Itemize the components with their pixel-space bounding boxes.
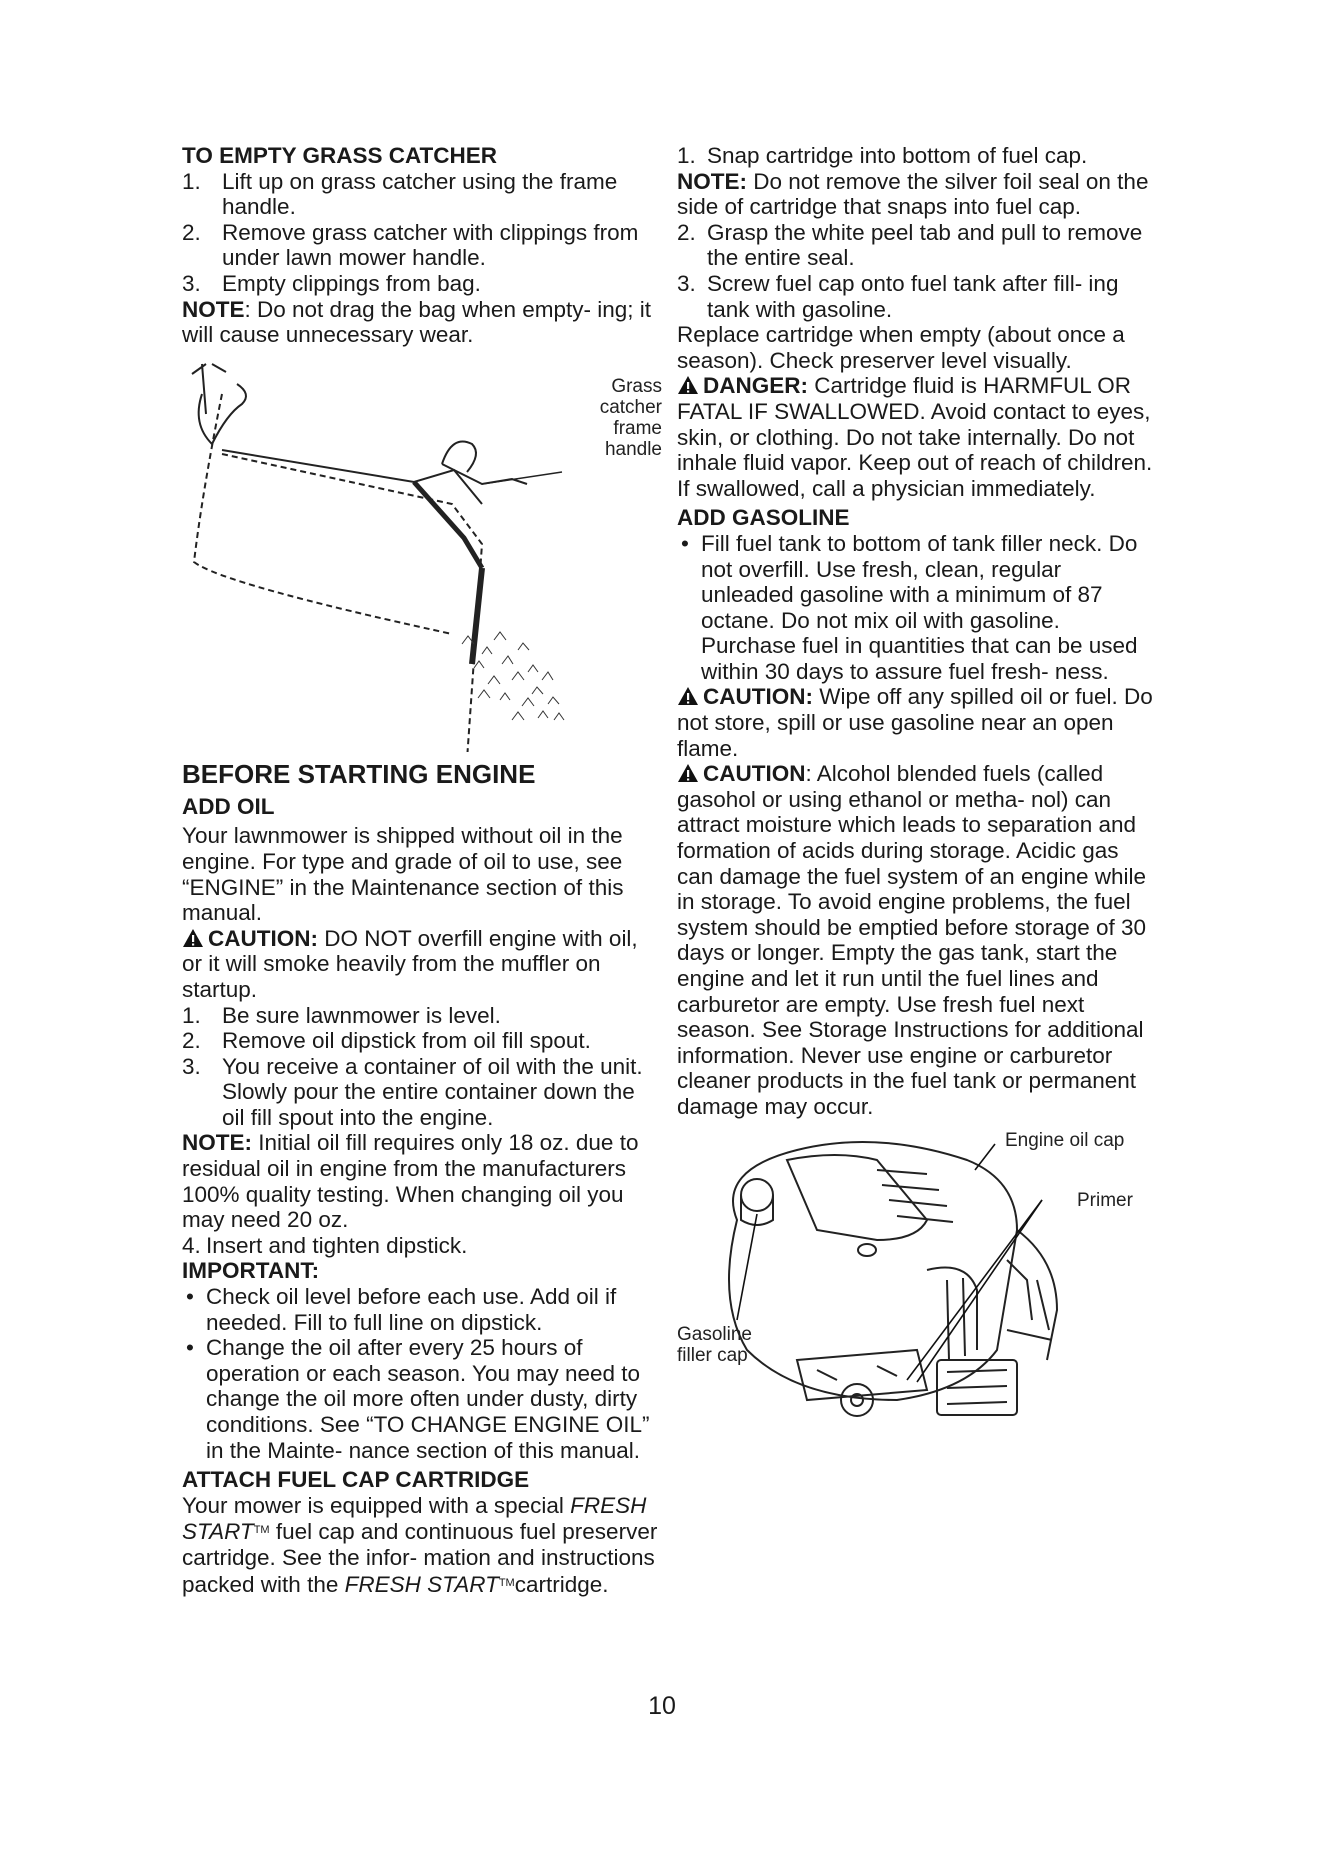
grass-catcher-figure — [182, 354, 662, 752]
step-text: Be sure lawnmower is level. — [222, 1002, 501, 1028]
page-number: 10 — [648, 1692, 676, 1720]
trademark: TM — [498, 1576, 515, 1589]
list-item — [182, 1054, 662, 1131]
list-item — [182, 1335, 662, 1463]
list-item — [677, 143, 1155, 169]
attach-fuel-cap-heading: ATTACH FUEL CAP CARTRIDGE — [182, 1467, 530, 1493]
cartridge-text: Your mower is equipped with a special — [182, 1492, 564, 1518]
list-item — [182, 1284, 662, 1335]
list-item — [182, 271, 662, 297]
caution-text: : Alcohol blended fuels (called gasohol or using ethanol or metha- nol) can attract moisture which leads to separation and formation of acids during storage. Acidic gas can damage the fuel system of an engine while in storage. To avoid engine problems, the fuel system should be emptied before storage of 30 days or longer. Empty the gas tank, start the engine and let it run until the fuel lines and carburetor are empty. Use fresh fuel next season. See Storage Instructions for additional information. Never use engine or carburetor cleaner products in the fuel tank or permanent damage may occur. — [677, 761, 1147, 1119]
right-column — [677, 143, 1155, 1466]
note-text: : Do not drag the bag when empty- ing; it will cause unnecessary wear. — [182, 296, 651, 348]
caution-label: CAUTION: — [208, 925, 318, 951]
list-item — [677, 220, 1155, 271]
bullet-text: Fill fuel tank to bottom of tank filler neck. Do not overfill. Use fresh, clean, regular unleaded gasoline with a minimum of 87 octane. Do not mix oil with gasoline. Purchase fuel in quantities that can be used within 30 days to assure fuel fresh- ness. — [701, 530, 1138, 684]
grass-catcher-frame-handle-label: Grass catcher frame handle — [599, 375, 662, 460]
step-number: 2. — [677, 219, 696, 245]
engine-oil-cap-label: Engine oil cap — [1005, 1129, 1125, 1151]
list-item — [677, 531, 1155, 685]
replace-cartridge-text: Replace cartridge when empty (about once a season). Check preserver level visually. — [677, 322, 1125, 373]
note-text: Initial oil fill requires only 18 oz. due to residual oil in engine from the manufacturers 100% quality testing. When changing oil you may need 20 oz. — [182, 1130, 639, 1233]
step-text: Grasp the white peel tab and pull to remove the entire seal. — [707, 219, 1143, 271]
note-text: Do not remove the silver foil seal on the side of cartridge that snaps into fuel cap. — [677, 168, 1149, 220]
step-number: 3. — [182, 270, 201, 296]
caution-spill — [677, 684, 1155, 761]
list-item — [182, 1003, 662, 1029]
cartridge-text: cartridge. — [514, 1571, 609, 1597]
caution-text: Wipe off any spilled oil or fuel. Do not store, spill or use gasoline near an open flame. — [677, 684, 1153, 761]
bullet-text: Check oil level before each use. Add oil if needed. Fill to full line on dipstick. — [206, 1284, 617, 1335]
caution-label: CAUTION — [703, 761, 806, 787]
step-text: Screw fuel cap onto fuel tank after fill- ing tank with gasoline. — [707, 270, 1119, 322]
step-number: 2. — [182, 219, 201, 245]
engine-illustration — [677, 1130, 1155, 1466]
empty-note — [182, 297, 662, 348]
danger-label: DANGER: — [703, 373, 808, 399]
bullet-icon: • — [186, 1335, 194, 1361]
step-number: 2. — [182, 1028, 201, 1054]
bullet-text: Change the oil after every 25 hours of operation or each season. You may need to change the oil more often under dusty, dirty conditions. See “TO CHANGE ENGINE OIL” in the Mainte- nance section of this manual. — [206, 1335, 650, 1463]
list-item — [182, 169, 662, 220]
step-text: You receive a container of oil with the unit. Slowly pour the entire container down the oil fill spout into the engine. — [222, 1053, 643, 1130]
before-starting-engine-heading: BEFORE STARTING ENGINE — [182, 758, 536, 789]
list-item — [182, 220, 662, 271]
add-oil-intro: Your lawnmower is shipped without oil in the engine. For type and grade of oil to use, see “ENGINE” in the Maintenance section of this manual. — [182, 823, 624, 926]
cap-note — [677, 169, 1155, 220]
left-column — [182, 143, 662, 1597]
step-number: 4. — [182, 1232, 201, 1258]
step-text: Snap cartridge into bottom of fuel cap. — [707, 143, 1088, 168]
danger-text: Cartridge fluid is HARMFUL OR FATAL IF SWALLOWED. Avoid contact to eyes, skin, or clothing. Do not take internally. Do not inhale fluid vapor. Keep out of reach of children. If swallowed, call a physician immediately. — [677, 373, 1153, 501]
empty-grass-catcher-heading: TO EMPTY GRASS CATCHER — [182, 143, 498, 168]
step-number: 3. — [677, 270, 696, 296]
bullet-icon: • — [186, 1284, 194, 1310]
warning-icon — [677, 763, 699, 783]
step-number: 1. — [182, 1002, 201, 1028]
gasoline-filler-cap-label: Gasoline filler cap — [677, 1323, 752, 1366]
warning-icon — [182, 928, 204, 948]
warning-icon — [677, 686, 699, 706]
brand-name: FRESH START — [344, 1571, 499, 1597]
caution-text: DO NOT overfill engine with oil, or it will smoke heavily from the muffler on startup. — [182, 925, 638, 1002]
important-label: IMPORTANT: — [182, 1258, 320, 1284]
note-label: NOTE — [182, 296, 245, 322]
engine-figure — [677, 1130, 1155, 1466]
trademark: TM — [253, 1524, 270, 1537]
cartridge-paragraph — [182, 1493, 662, 1597]
step-number: 1. — [182, 168, 201, 194]
step-text: Remove oil dipstick from oil fill spout. — [222, 1028, 591, 1054]
step-number: 3. — [182, 1053, 201, 1079]
list-item — [182, 1233, 662, 1259]
caution-alcohol — [677, 761, 1155, 1119]
add-gasoline-heading: ADD GASOLINE — [677, 505, 850, 531]
note-label: NOTE: — [182, 1130, 252, 1156]
brand-name: FRESH START — [182, 1492, 647, 1545]
caution-label: CAUTION: — [703, 684, 813, 710]
step-text: Lift up on grass catcher using the frame handle. — [222, 168, 618, 220]
list-item — [677, 271, 1155, 322]
step-text: Insert and tighten dipstick. — [206, 1232, 468, 1258]
bullet-icon: • — [681, 530, 689, 556]
warning-icon — [677, 375, 699, 395]
step-text: Empty clippings from bag. — [222, 270, 481, 296]
add-oil-heading: ADD OIL — [182, 793, 275, 819]
note-label: NOTE: — [677, 168, 747, 194]
oil-note — [182, 1130, 662, 1232]
primer-label: Primer — [1077, 1189, 1133, 1211]
danger-warning — [677, 373, 1155, 501]
cartridge-text: fuel cap and continuous fuel preserver cartridge. See the infor- mation and instructions packed with the — [182, 1519, 658, 1597]
step-text: Remove grass catcher with clippings from under lawn mower handle. — [222, 219, 639, 271]
step-number: 1. — [677, 143, 696, 168]
oil-caution — [182, 926, 662, 1003]
list-item — [182, 1028, 662, 1054]
